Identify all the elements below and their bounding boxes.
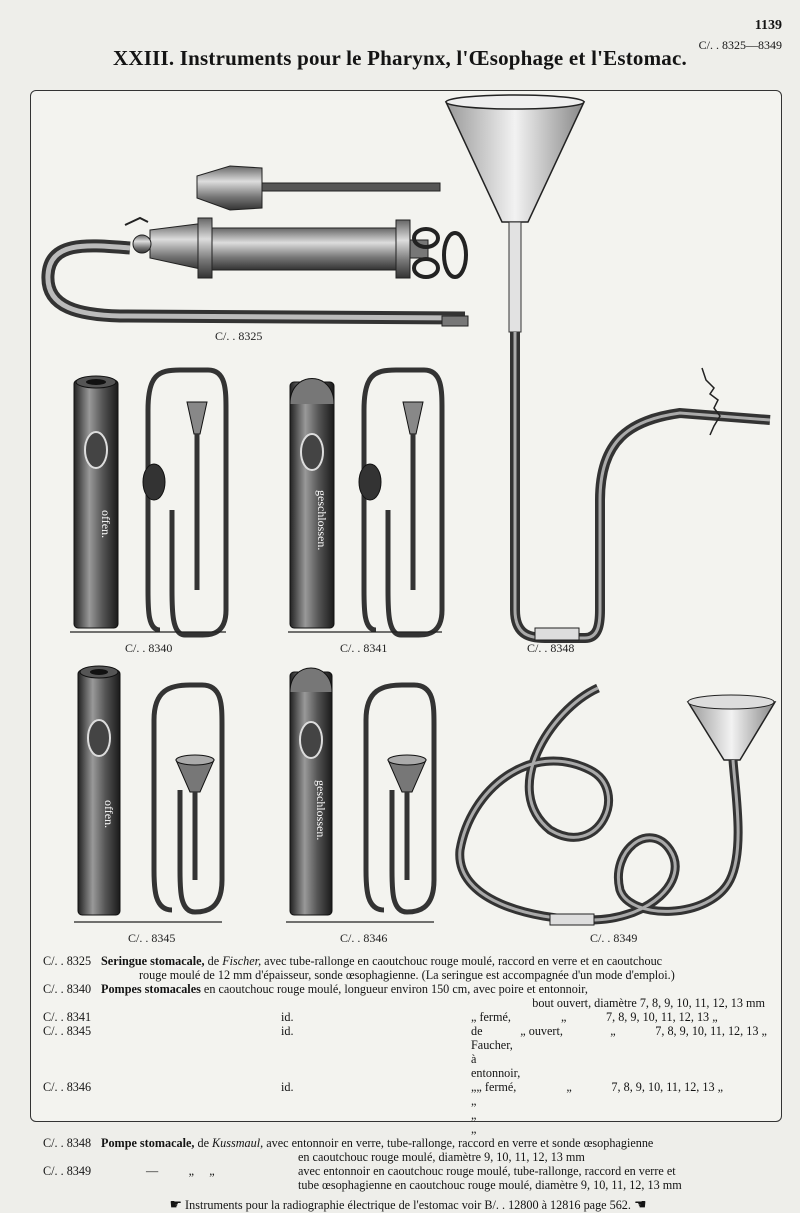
rubber-funnel-8349 xyxy=(688,702,775,760)
kussmaul-glass-connector xyxy=(535,628,579,640)
faucher-tube-loop-8345 xyxy=(154,685,222,912)
figure-label-8349: C/. . 8349 xyxy=(590,931,638,945)
pump-bulb-8341 xyxy=(359,464,381,500)
entry-name: Seringue stomacale, xyxy=(101,954,205,968)
entry-sizes: 7, 8, 9, 10, 11, 12, 13 „ xyxy=(655,1024,767,1038)
tube-section-open-8345 xyxy=(78,670,120,915)
pump-tube-loop-8341 xyxy=(364,370,442,635)
kussmaul-tube xyxy=(515,332,770,638)
entry-ref: C/. . 8349 xyxy=(43,1164,92,1178)
syringe-nozzle xyxy=(197,166,262,210)
figure-label-8325: C/. . 8325 xyxy=(215,329,263,343)
entry-state: „ ouvert, xyxy=(520,1024,563,1038)
catalog-entry-8340-continued: bout ouvert, diamètre 7, 8, 9, 10, 11, 12, 13 mm xyxy=(532,996,765,1010)
catalog-entry-8341: C/. . 8341 id. „ fermé, „ 7, 8, 9, 10, 11, 12, 13 „ xyxy=(43,1010,773,1024)
entry-description: avec entonnoir en verre, tube-rallonge, raccord en verre et sonde œsophagienne xyxy=(266,1136,654,1150)
entry-description: en caoutchouc rouge moulé, longueur environ 150 cm, avec poire et entonnoir, xyxy=(203,982,588,996)
radiography-reference-note: ☛ Instruments pour la radiographie électrique de l'estomac voir B/. . 12800 à 12816 page 562. ☚ xyxy=(169,1198,647,1213)
catalog-entry-8348-continued: en caoutchouc rouge moulé, diamètre 9, 10, 11, 12, 13 mm xyxy=(298,1150,585,1164)
entry-author: Kussmaul, xyxy=(212,1136,264,1150)
pointing-hand-icon: ☛ xyxy=(169,1198,182,1213)
tube-label-offen-8345: offen. xyxy=(102,800,116,829)
figure-label-8341: C/. . 8341 xyxy=(340,641,388,655)
entry-state: „ fermé, xyxy=(471,1010,511,1024)
glass-connector-8349 xyxy=(550,914,594,925)
catalog-entry-8345: C/. . 8345 id. de Faucher, à entonnoir, „ ouvert, „ 7, 8, 9, 10, 11, 12, 13 „ xyxy=(43,1024,773,1080)
stomach-pump-8340-figure xyxy=(70,370,226,655)
syringe-plunger xyxy=(410,240,428,258)
tube-label-geschlossen-8341: geschlossen. xyxy=(315,490,329,551)
pump-bulb-8340 xyxy=(143,464,165,500)
faucher-pump-8345-figure xyxy=(74,666,222,945)
instrument-illustrations xyxy=(30,90,780,950)
syringe-valve xyxy=(133,235,151,253)
catalog-entry-8325: C/. . 8325 Seringue stomacale, de Fischer, avec tube-rallonge en caoutchouc rouge moulé, raccord en verre et en caoutchouc xyxy=(43,954,663,968)
page-title: XXIII. Instruments pour le Pharynx, l'Œsophage et l'Estomac. xyxy=(113,46,687,70)
entry-description: avec entonnoir en caoutchouc rouge moulé, tube-rallonge, raccord en verre et xyxy=(298,1164,676,1178)
figure-label-8348: C/. . 8348 xyxy=(527,641,575,655)
pump-funnel-8340 xyxy=(187,402,207,434)
entry-sizes: 7, 8, 9, 10, 11, 12, 13 „ xyxy=(606,1010,718,1024)
catalog-entry-8348: C/. . 8348 Pompe stomacale, de Kussmaul, avec entonnoir en verre, tube-rallonge, raccord en verre et sonde œsophagienne xyxy=(43,1136,654,1150)
pointing-hand-icon-right: ☚ xyxy=(634,1198,647,1213)
catalog-entry-8340 xyxy=(43,982,773,996)
entry-ref: C/. . 8345 xyxy=(43,1024,92,1038)
entry-ref: C/. . 8346 xyxy=(43,1080,92,1094)
catalog-entry-8349: C/. . 8349 — „ „ avec entonnoir en caoutchouc rouge moulé, tube-rallonge, raccord en verre et xyxy=(43,1164,773,1178)
entry-name: Pompes stomacales xyxy=(101,982,201,996)
entry-name: Pompe stomacale, xyxy=(101,1136,195,1150)
tube-label-offen-8340: offen. xyxy=(99,510,113,539)
catalog-entries xyxy=(43,954,773,1213)
entry-ref: C/. . 8348 xyxy=(43,1136,92,1150)
entry-state: „ fermé, xyxy=(476,1080,517,1094)
catalog-entry-8346: C/. . 8346 id. „ „ „ „ „ fermé, „ 7, 8, 9, 10, 11, 12, 13 „ xyxy=(43,1080,773,1136)
entry-id: id. xyxy=(281,1024,294,1038)
tube-label-geschlossen-8346: geschlossen. xyxy=(314,780,328,841)
kussmaul-pump-figure xyxy=(446,95,770,655)
entry-id: id. xyxy=(281,1010,294,1024)
reference-range: C/. . 8325—8349 xyxy=(698,38,782,52)
stomach-pump-8341-figure xyxy=(288,370,442,655)
entry-ref: C/. . 8325 xyxy=(43,954,92,968)
syringe-finger-ring-bottom xyxy=(414,259,438,277)
rubber-funnel-pump-8349-figure xyxy=(460,688,775,945)
figure-label-8345: C/. . 8345 xyxy=(128,931,176,945)
entry-author: Fischer, xyxy=(222,954,262,968)
syringe-cylinder xyxy=(210,228,410,270)
tube-section-open-8340 xyxy=(74,380,118,628)
faucher-tube-loop-8346 xyxy=(366,685,434,912)
page-number: 1139 xyxy=(754,18,782,33)
entry-id: id. xyxy=(281,1080,294,1094)
catalog-entry-8349-continued: tube œsophagienne en caoutchouc rouge moulé, diamètre 9, 10, 11, 12, 13 mm xyxy=(298,1178,682,1192)
faucher-pump-8346-figure xyxy=(286,668,434,945)
syringe-handle-ring xyxy=(444,233,466,277)
figure-label-8340: C/. . 8340 xyxy=(125,641,173,655)
kussmaul-glass-stem xyxy=(509,222,521,332)
pump-funnel-8341 xyxy=(403,402,423,434)
catalog-entry-8325-continued: rouge moulé de 12 mm d'épaisseur, sonde œsophagienne. (La seringue est accompagnée d'un mode d'emploi.) xyxy=(139,968,675,982)
pump-tube-loop-8340 xyxy=(148,370,226,635)
figure-label-8346: C/. . 8346 xyxy=(340,931,388,945)
kussmaul-glass-funnel xyxy=(446,102,584,222)
patient-profile xyxy=(702,368,720,435)
entry-ref: C/. . 8341 xyxy=(43,1010,92,1024)
fischer-syringe-figure xyxy=(48,166,468,343)
entry-ref: C/. . 8340 xyxy=(43,982,92,996)
entry-sizes: 7, 8, 9, 10, 11, 12, 13 „ xyxy=(611,1080,724,1094)
syringe-nozzle-rod xyxy=(262,183,440,191)
coiled-tube-8349 xyxy=(460,688,738,920)
entry-description: avec tube-rallonge en caoutchouc rouge moulé, raccord en verre et en caoutchouc xyxy=(264,954,663,968)
